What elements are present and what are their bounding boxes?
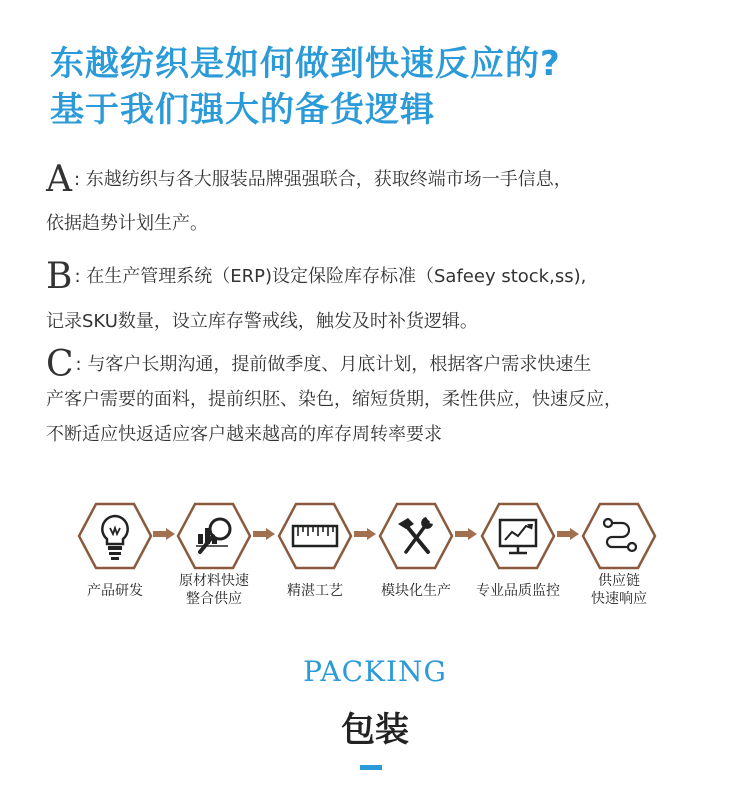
paragraph-c-line-2: 产客户需要的面料，提前织胚、染色，缩短货期，柔性供应，快速反应， bbox=[46, 389, 622, 410]
step-5-label: 专业品质监控 bbox=[476, 583, 560, 599]
step-3-hexagon bbox=[277, 502, 353, 570]
heading-line-1: 东越纺织是如何做到快速反应的? bbox=[50, 44, 561, 84]
step-4-hexagon bbox=[378, 502, 454, 570]
arrow-right-icon bbox=[354, 528, 376, 540]
paragraph-c-letter: C bbox=[46, 344, 74, 385]
packing-underline bbox=[360, 765, 382, 770]
paragraph-b-line-1: : 在生产管理系统（ERP)设定保险库存标准（Safeey stock,ss), bbox=[74, 266, 587, 287]
step-6-hexagon bbox=[581, 502, 657, 570]
paragraph-a-line-1: : 东越纺织与各大服装品牌强强联合，获取终端市场一手信息， bbox=[74, 169, 572, 190]
chart-magnifier-icon bbox=[176, 502, 252, 570]
lightbulb-icon bbox=[77, 502, 153, 570]
step-2-label: 原材料快速 整合供应 bbox=[179, 573, 249, 607]
step-1-hexagon bbox=[77, 502, 153, 570]
paragraph-c-line-1: : 与客户长期沟通，提前做季度、月底计划，根据客户需求快速生 bbox=[75, 354, 592, 375]
arrow-right-icon bbox=[557, 528, 579, 540]
step-4-label: 模块化生产 bbox=[381, 583, 451, 599]
paragraph-a-letter: A bbox=[46, 159, 72, 200]
step-2-hexagon bbox=[176, 502, 252, 570]
step-6-label: 供应链 快速响应 bbox=[591, 573, 647, 607]
arrow-right-icon bbox=[153, 528, 175, 540]
heading-line-2: 基于我们强大的备货逻辑 bbox=[50, 90, 435, 130]
step-5-hexagon bbox=[480, 502, 556, 570]
process-steps bbox=[0, 500, 750, 620]
paragraph-c-line-3: 不断适应快返适应客户越来越高的库存周转率要求 bbox=[46, 424, 442, 445]
paragraph-b-letter: B bbox=[46, 256, 73, 297]
paragraph-b-line-2: 记录SKU数量，设立库存警戒线，触发及时补货逻辑。 bbox=[46, 311, 478, 332]
packing-title-en: PACKING bbox=[303, 655, 447, 688]
packing-title-cn: 包装 bbox=[341, 710, 409, 750]
arrow-right-icon bbox=[455, 528, 477, 540]
ruler-icon bbox=[277, 502, 353, 570]
route-icon bbox=[581, 502, 657, 570]
paragraph-a-line-2: 依据趋势计划生产。 bbox=[46, 213, 208, 234]
tools-icon bbox=[378, 502, 454, 570]
step-3-label: 精湛工艺 bbox=[287, 583, 343, 599]
step-1-label: 产品研发 bbox=[87, 583, 143, 599]
arrow-right-icon bbox=[253, 528, 275, 540]
monitor-chart-icon bbox=[480, 502, 556, 570]
